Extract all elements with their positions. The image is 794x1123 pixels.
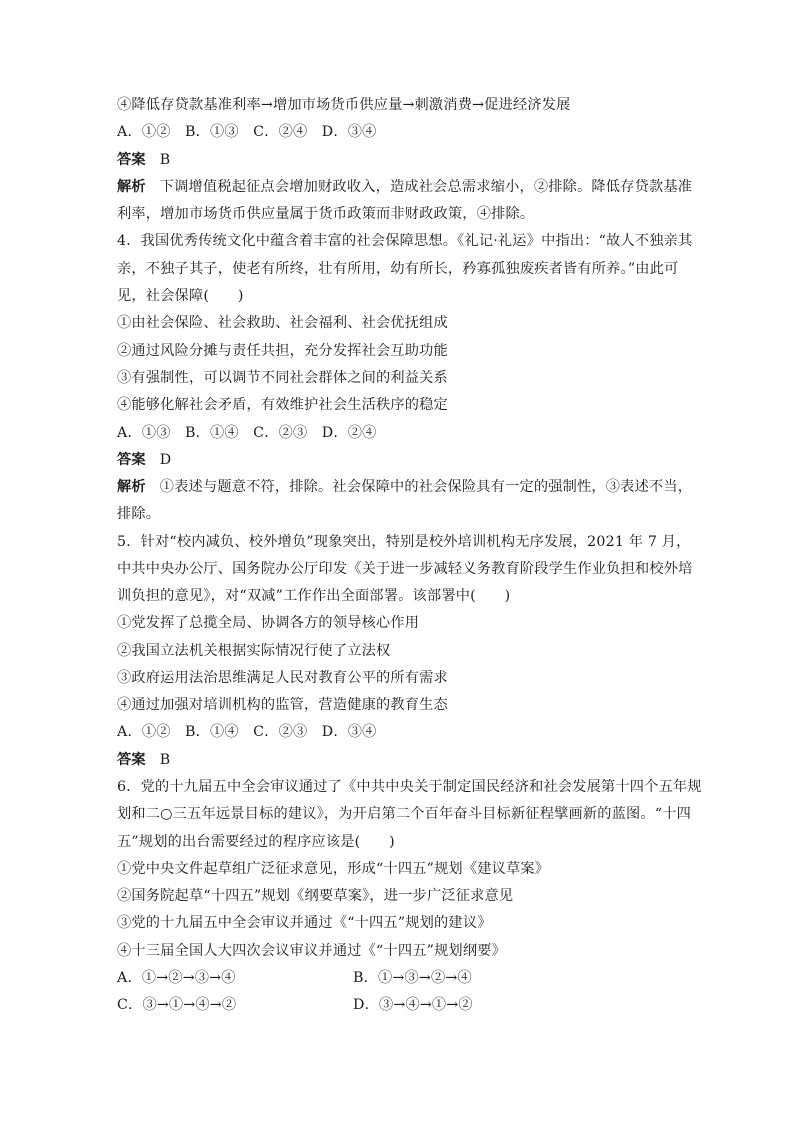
q6-option-4: ④十三届全国人大四次会议审议并通过《“十四五”规划纲要》 bbox=[117, 943, 506, 959]
q4-stem-line-2: 亲，不独子其子，使老有所终，壮有所用，幼有所长，矜寡孤独废疾者皆有所养。”由此可 bbox=[117, 261, 679, 277]
answer-value: B bbox=[159, 152, 171, 168]
explanation-label: 解析 bbox=[117, 479, 146, 495]
q6-stem-line-3: 五”规划的出台需要经过的程序应该是( ) bbox=[117, 834, 395, 850]
answer-value: D bbox=[159, 452, 172, 468]
q6-stem-line-1: 6．党的十九届五中全会审议通过了《中共中央关于制定国民经济和社会发展第十四个五年规 bbox=[117, 779, 702, 795]
q5-option-2: ②我国立法机关根据实际情况行使了立法权 bbox=[117, 643, 391, 659]
q4-answer bbox=[117, 450, 754, 470]
q6-option-3: ③党的十九届五中全会审议并通过《“十四五”规划的建议》 bbox=[117, 915, 492, 931]
explanation-prev-line-2: 利率，增加市场货币供应量属于货币政策而非财政政策，④排除。 bbox=[117, 206, 535, 222]
explanation-prev-line-1 bbox=[117, 177, 754, 197]
q6-option-1: ①党中央文件起草组广泛征求意见，形成“十四五”规划《建议草案》 bbox=[117, 861, 550, 877]
q5-answer bbox=[117, 750, 754, 770]
q4-option-1: ①由社会保险、社会救助、社会福利、社会优抚组成 bbox=[117, 315, 448, 331]
q5-option-3: ③政府运用法治思维满足人民对教育公平的所有需求 bbox=[117, 670, 448, 686]
q6-choice-a: A．①→②→③→④ bbox=[117, 970, 236, 986]
q6-choices-row-2 bbox=[117, 995, 754, 1015]
q6-choices-row-1 bbox=[117, 968, 754, 988]
explanation-text: ①表述与题意不符，排除。社会保障中的社会保险具有一定的强制性，③表述不当， bbox=[159, 479, 693, 495]
q5-stem-line-2: 中共中央办公厅、国务院办公厅印发《关于进一步减轻义务教育阶段学生作业负担和校外培 bbox=[117, 561, 693, 577]
answer-label: 答案 bbox=[117, 752, 146, 768]
q6-choice-d: D．③→④→①→② bbox=[353, 997, 473, 1013]
option-4-prev: ④降低存贷款基准利率→增加市场货币供应量→刺激消费→促进经济发展 bbox=[117, 97, 571, 113]
q4-option-3: ③有强制性，可以调节不同社会群体之间的利益关系 bbox=[117, 370, 448, 386]
q4-choices: A．①③ B．①④ C．②③ D．②④ bbox=[117, 425, 377, 441]
q6-choice-c: C．③→①→④→② bbox=[117, 997, 237, 1013]
answer-value: B bbox=[159, 752, 171, 768]
q6-choice-b: B．①→③→②→④ bbox=[353, 970, 472, 986]
q4-option-4: ④能够化解社会矛盾，有效维护社会生活秩序的稳定 bbox=[117, 397, 448, 413]
q6-stem-line-2: 划和二○三五年远景目标的建议》，为开启第二个百年奋斗目标新征程擘画新的蓝图。“十四 bbox=[117, 806, 692, 822]
q4-explanation-line-2: 排除。 bbox=[117, 506, 161, 522]
q5-stem-line-1: 5．针对“校内减负、校外增负”现象突出，特别是校外培训机构无序发展，2021 年 7 月， bbox=[117, 534, 691, 550]
choices-prev: A．①② B．①③ C．②④ D．③④ bbox=[117, 124, 377, 140]
answer-label: 答案 bbox=[117, 452, 146, 468]
q5-option-4: ④通过加强对培训机构的监管，营造健康的教育生态 bbox=[117, 697, 448, 713]
q4-stem-line-1: 4．我国优秀传统文化中蕴含着丰富的社会保障思想。《礼记·礼运》中指出：“故人不独亲其 bbox=[117, 233, 693, 249]
q4-option-2: ②通过风险分摊与责任共担，充分发挥社会互助功能 bbox=[117, 343, 448, 359]
explanation-label: 解析 bbox=[117, 179, 146, 195]
q4-stem-line-3: 见，社会保障( ) bbox=[117, 288, 244, 304]
q5-stem-line-3: 训负担的意见》，对“双减”工作作出全面部署。该部署中( ) bbox=[117, 588, 511, 604]
q6-option-2: ②国务院起草“十四五”规划《纲要草案》，进一步广泛征求意见 bbox=[117, 888, 514, 904]
answer-label: 答案 bbox=[117, 152, 146, 168]
q5-choices: A．①② B．①④ C．②③ D．③④ bbox=[117, 724, 377, 740]
answer-prev bbox=[117, 150, 754, 170]
q5-option-1: ①党发挥了总揽全局、协调各方的领导核心作用 bbox=[117, 615, 420, 631]
explanation-text: 下调增值税起征点会增加财政收入，造成社会总需求缩小，②排除。降低存贷款基准 bbox=[159, 179, 693, 195]
q4-explanation-line-1 bbox=[117, 477, 754, 497]
